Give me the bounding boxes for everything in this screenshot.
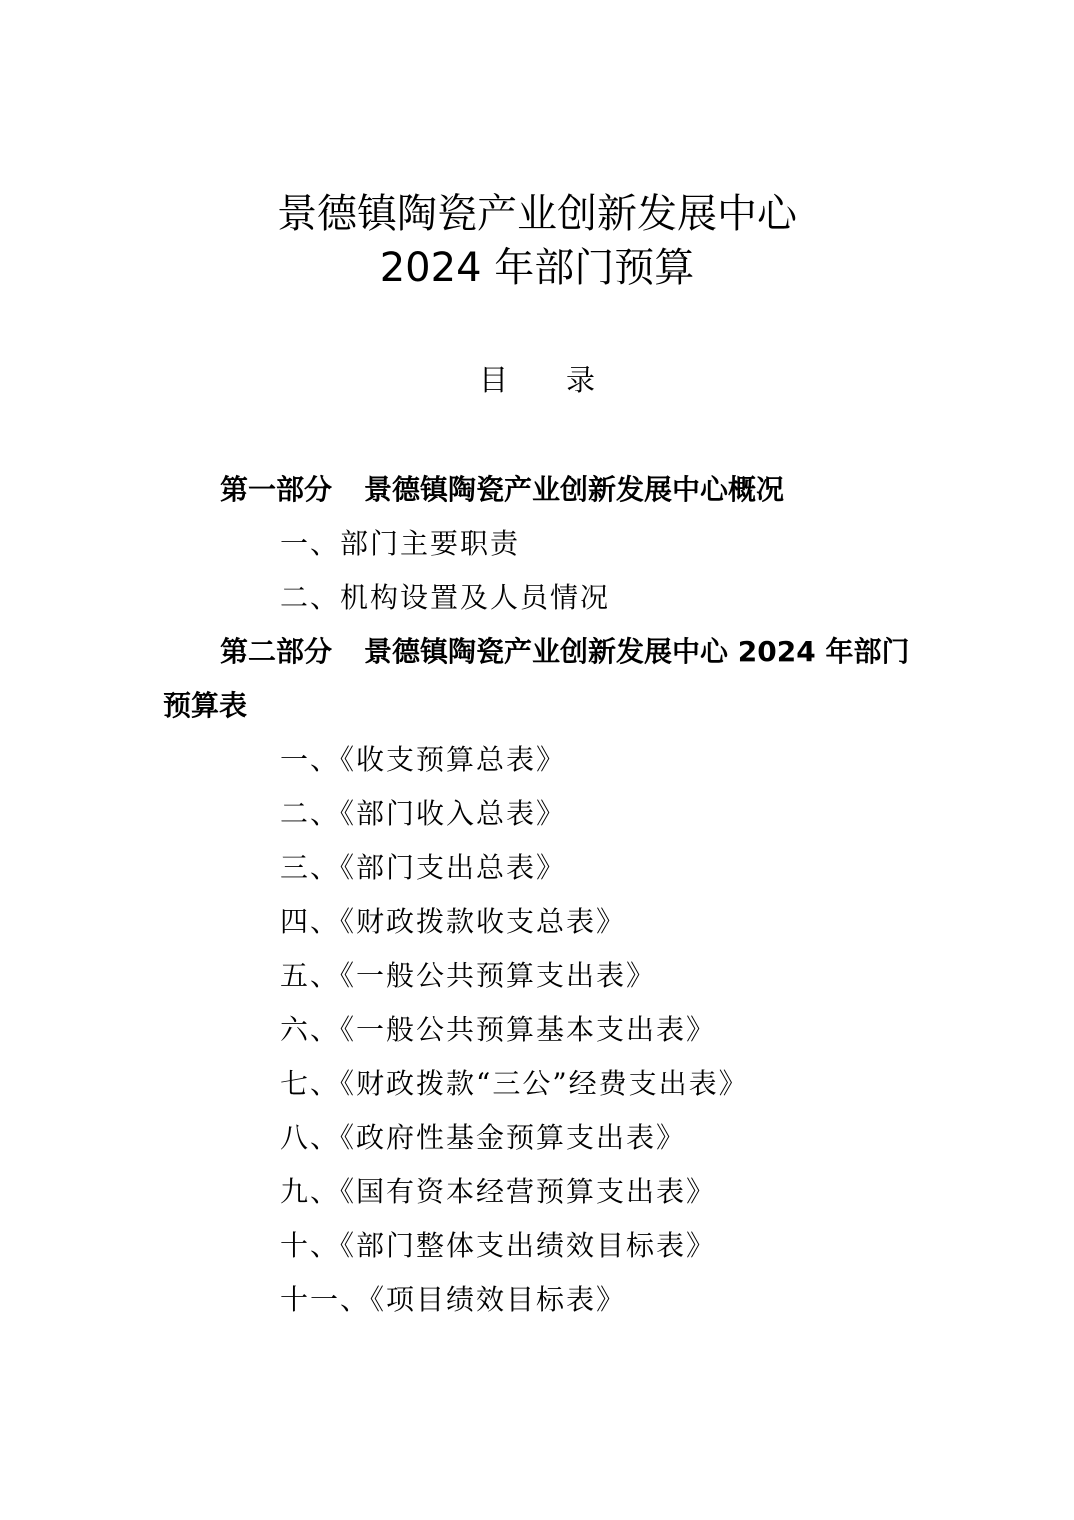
document-title-line-1: 景德镇陶瓷产业创新发展中心 xyxy=(277,191,797,237)
toc-item: 五、《一般公共预算支出表》 xyxy=(280,959,657,992)
toc-item: 二、《部门收入总表》 xyxy=(280,797,567,830)
part-2-label: 第二部分 xyxy=(220,635,333,668)
toc-item: 十、《部门整体支出绩效目标表》 xyxy=(280,1229,717,1262)
toc-item: 七、《财政拨款“三公”经费支出表》 xyxy=(280,1067,749,1100)
part-1-title: 景德镇陶瓷产业创新发展中心概况 xyxy=(364,473,785,506)
part-1-label: 第一部分 xyxy=(220,473,333,506)
toc-item: 四、《财政拨款收支总表》 xyxy=(280,905,627,938)
toc-item: 二、机构设置及人员情况 xyxy=(280,581,611,614)
toc-part-2-heading xyxy=(220,632,909,672)
document-title-line-2: 2024 年部门预算 xyxy=(379,245,695,291)
part-2-title: 景德镇陶瓷产业创新发展中心 2024 年部门 xyxy=(364,635,910,668)
toc-item: 九、《国有资本经营预算支出表》 xyxy=(280,1175,717,1208)
toc-item: 一、《收支预算总表》 xyxy=(280,743,567,776)
toc-part-2-heading-continued: 预算表 xyxy=(163,689,248,722)
toc-item: 十一、《项目绩效目标表》 xyxy=(280,1283,627,1316)
toc-item: 八、《政府性基金预算支出表》 xyxy=(280,1121,687,1154)
toc-item: 三、《部门支出总表》 xyxy=(280,851,567,884)
toc-item: 一、部门主要职责 xyxy=(280,527,521,560)
toc-item: 六、《一般公共预算基本支出表》 xyxy=(280,1013,717,1046)
toc-heading: 目录 xyxy=(478,363,653,397)
toc-part-1-heading xyxy=(220,470,784,510)
